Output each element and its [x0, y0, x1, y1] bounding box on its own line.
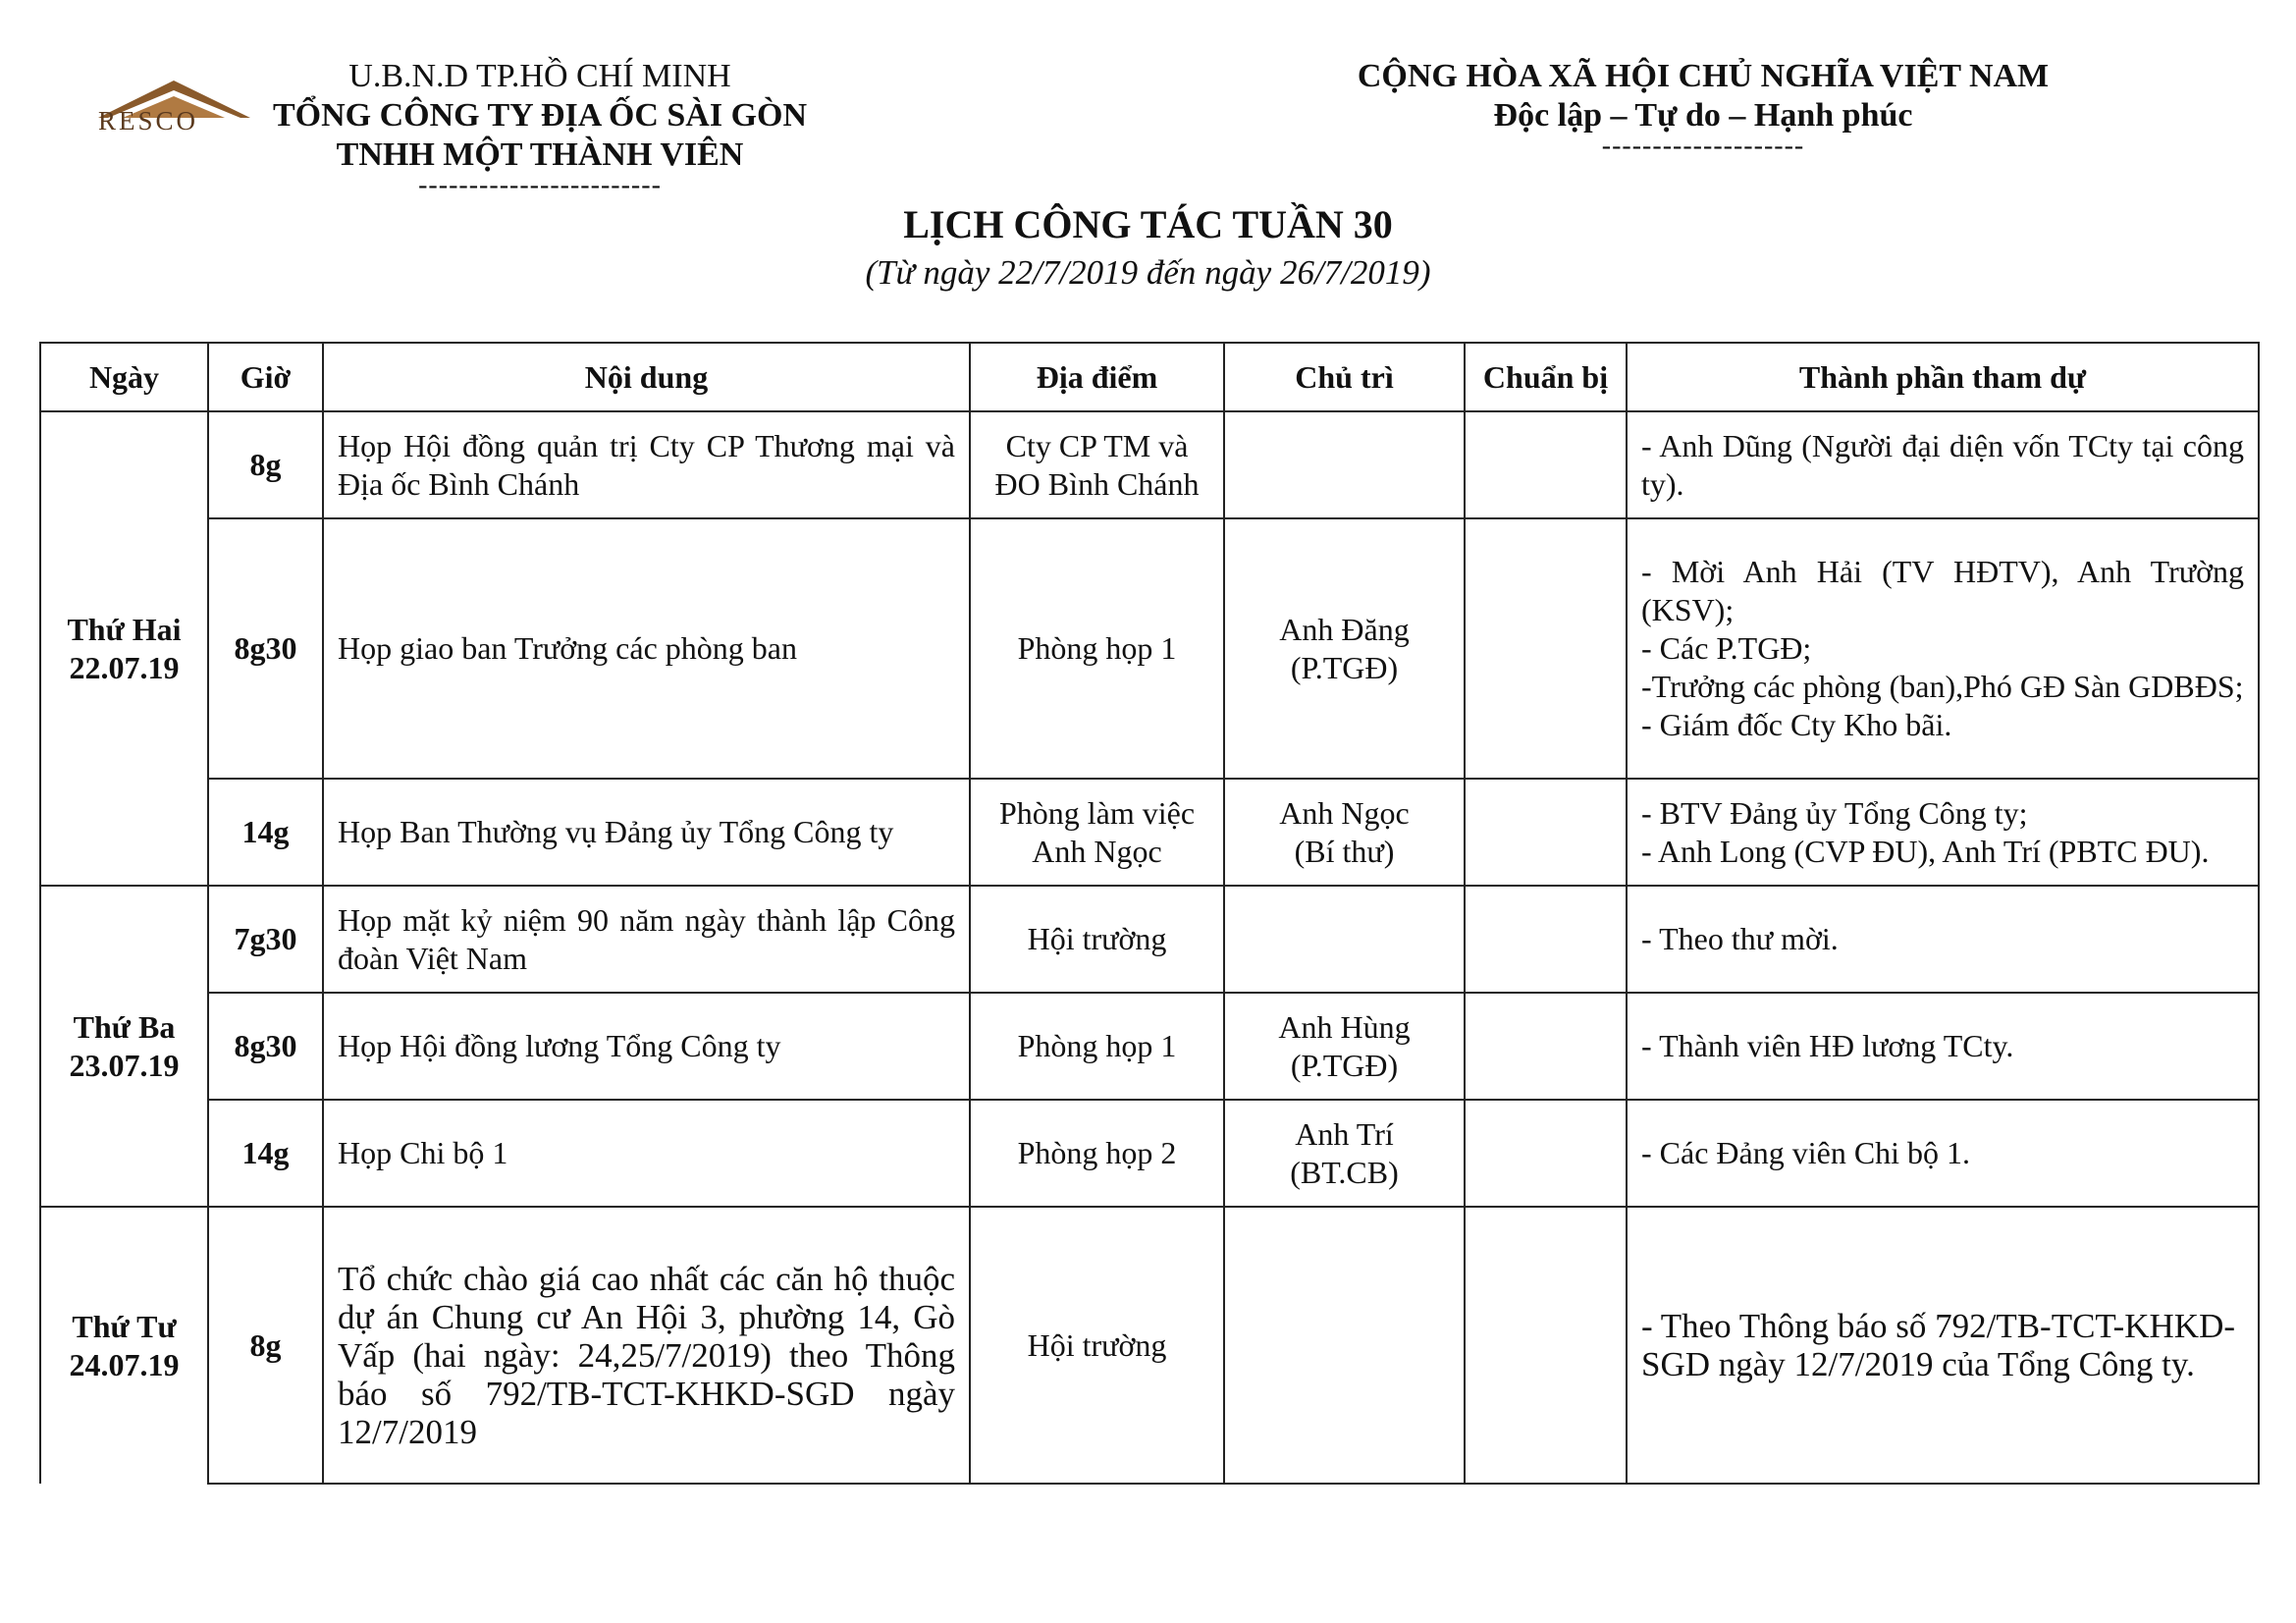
host-cell: [1224, 411, 1465, 518]
day-date: 23.07.19: [69, 1047, 180, 1083]
host-cell: Anh Đăng (P.TGĐ): [1224, 518, 1465, 779]
table-row: [40, 1100, 2259, 1207]
national-title: CỘNG HÒA XÃ HỘI CHỦ NGHĨA VIỆT NAM: [1357, 58, 2050, 94]
col-header-content: Nội dung: [323, 343, 970, 411]
document-title: LỊCH CÔNG TÁC TUẦN 30: [903, 202, 1393, 246]
time-cell: 8g30: [208, 518, 323, 779]
prep-cell: [1465, 411, 1627, 518]
content-cell: Họp Ban Thường vụ Đảng ủy Tổng Công ty: [323, 779, 970, 886]
attendees-cell: - BTV Đảng ủy Tổng Công ty; - Anh Long (CVP ĐU), Anh Trí (PBTC ĐU).: [1627, 779, 2259, 886]
attendees-cell: - Thành viên HĐ lương TCty.: [1627, 993, 2259, 1100]
time-cell: 14g: [208, 1100, 323, 1207]
org-divider: ------------------------: [418, 170, 662, 200]
schedule-table: [39, 342, 2260, 1485]
location-cell: Hội trường: [970, 1207, 1224, 1484]
org-line-3: TNHH MỘT THÀNH VIÊN: [336, 136, 744, 173]
day-cell: [40, 886, 208, 1207]
attendees-cell: - Theo thư mời.: [1627, 886, 2259, 993]
col-header-location: Địa điểm: [970, 343, 1224, 411]
table-row: [40, 779, 2259, 886]
host-cell: Anh Ngọc (Bí thư): [1224, 779, 1465, 886]
col-header-host: Chủ trì: [1224, 343, 1465, 411]
prep-cell: [1465, 518, 1627, 779]
resco-logo-text: RESCO: [98, 106, 199, 135]
content-cell: Họp Hội đồng lương Tổng Công ty: [323, 993, 970, 1100]
attendees-cell: - Mời Anh Hải (TV HĐTV), Anh Trường (KSV); - Các P.TGĐ; -Trưởng các phòng (ban),Phó GĐ Sàn GDBĐS; - Giám đốc Cty Kho bãi.: [1627, 518, 2259, 779]
day-cell: [40, 1207, 208, 1484]
organization-header: [255, 57, 825, 200]
attendees-cell: - Theo Thông báo số 792/TB-TCT-KHKD-SGD ngày 12/7/2019 của Tổng Công ty.: [1627, 1207, 2259, 1484]
col-header-day: Ngày: [40, 343, 208, 411]
national-motto: Độc lập – Tự do – Hạnh phúc: [1493, 97, 1913, 134]
col-header-time: Giờ: [208, 343, 323, 411]
day-date: 24.07.19: [69, 1346, 180, 1382]
prep-cell: [1465, 1207, 1627, 1484]
table-row: [40, 886, 2259, 993]
day-name: Thứ Ba: [73, 1008, 176, 1045]
day-name: Thứ Tư: [72, 1308, 177, 1344]
host-cell: [1224, 886, 1465, 993]
content-cell: Họp Hội đồng quản trị Cty CP Thương mại và Địa ốc Bình Chánh: [323, 411, 970, 518]
day-date: 22.07.19: [69, 649, 180, 685]
org-line-1: U.B.N.D TP.HỒ CHÍ MINH: [348, 58, 731, 94]
time-cell: 8g: [208, 411, 323, 518]
day-name: Thứ Hai: [67, 611, 182, 647]
content-cell: Tổ chức chào giá cao nhất các căn hộ thuộc dự án Chung cư An Hội 3, phường 14, Gò Vấp (hai ngày: 24,25/7/2019) theo Thông báo số 792/TB-TCT-KHKD-SGD ngày 12/7/2019: [323, 1207, 970, 1484]
org-line-2: TỔNG CÔNG TY ĐỊA ỐC SÀI GÒN: [272, 97, 808, 134]
col-header-attendees: Thành phần tham dự: [1627, 343, 2259, 411]
prep-cell: [1465, 1100, 1627, 1207]
document-subtitle: (Từ ngày 22/7/2019 đến ngày 26/7/2019): [865, 253, 1431, 292]
attendees-cell: - Các Đảng viên Chi bộ 1.: [1627, 1100, 2259, 1207]
content-cell: Họp Chi bộ 1: [323, 1100, 970, 1207]
national-divider: --------------------: [1601, 131, 1805, 161]
prep-cell: [1465, 886, 1627, 993]
content-cell: Họp giao ban Trưởng các phòng ban: [323, 518, 970, 779]
location-cell: Phòng họp 1: [970, 518, 1224, 779]
location-cell: Phòng họp 2: [970, 1100, 1224, 1207]
prep-cell: [1465, 779, 1627, 886]
time-cell: 7g30: [208, 886, 323, 993]
host-cell: [1224, 1207, 1465, 1484]
time-cell: 14g: [208, 779, 323, 886]
location-cell: Phòng làm việc Anh Ngọc: [970, 779, 1224, 886]
table-row: [40, 1207, 2259, 1484]
content-cell: Họp mặt kỷ niệm 90 năm ngày thành lập Công đoàn Việt Nam: [323, 886, 970, 993]
time-cell: 8g30: [208, 993, 323, 1100]
location-cell: Cty CP TM và ĐO Bình Chánh: [970, 411, 1224, 518]
col-header-prep: Chuẩn bị: [1465, 343, 1627, 411]
attendees-cell: - Anh Dũng (Người đại diện vốn TCty tại công ty).: [1627, 411, 2259, 518]
time-cell: 8g: [208, 1207, 323, 1484]
table-row: [40, 993, 2259, 1100]
host-cell: Anh Trí (BT.CB): [1224, 1100, 1465, 1207]
prep-cell: [1465, 993, 1627, 1100]
national-header: [1330, 57, 2076, 161]
table-header-row: [40, 343, 2259, 411]
table-row: [40, 411, 2259, 518]
host-cell: Anh Hùng (P.TGĐ): [1224, 993, 1465, 1100]
table-row: [40, 518, 2259, 779]
location-cell: Hội trường: [970, 886, 1224, 993]
location-cell: Phòng họp 1: [970, 993, 1224, 1100]
day-cell: [40, 411, 208, 886]
